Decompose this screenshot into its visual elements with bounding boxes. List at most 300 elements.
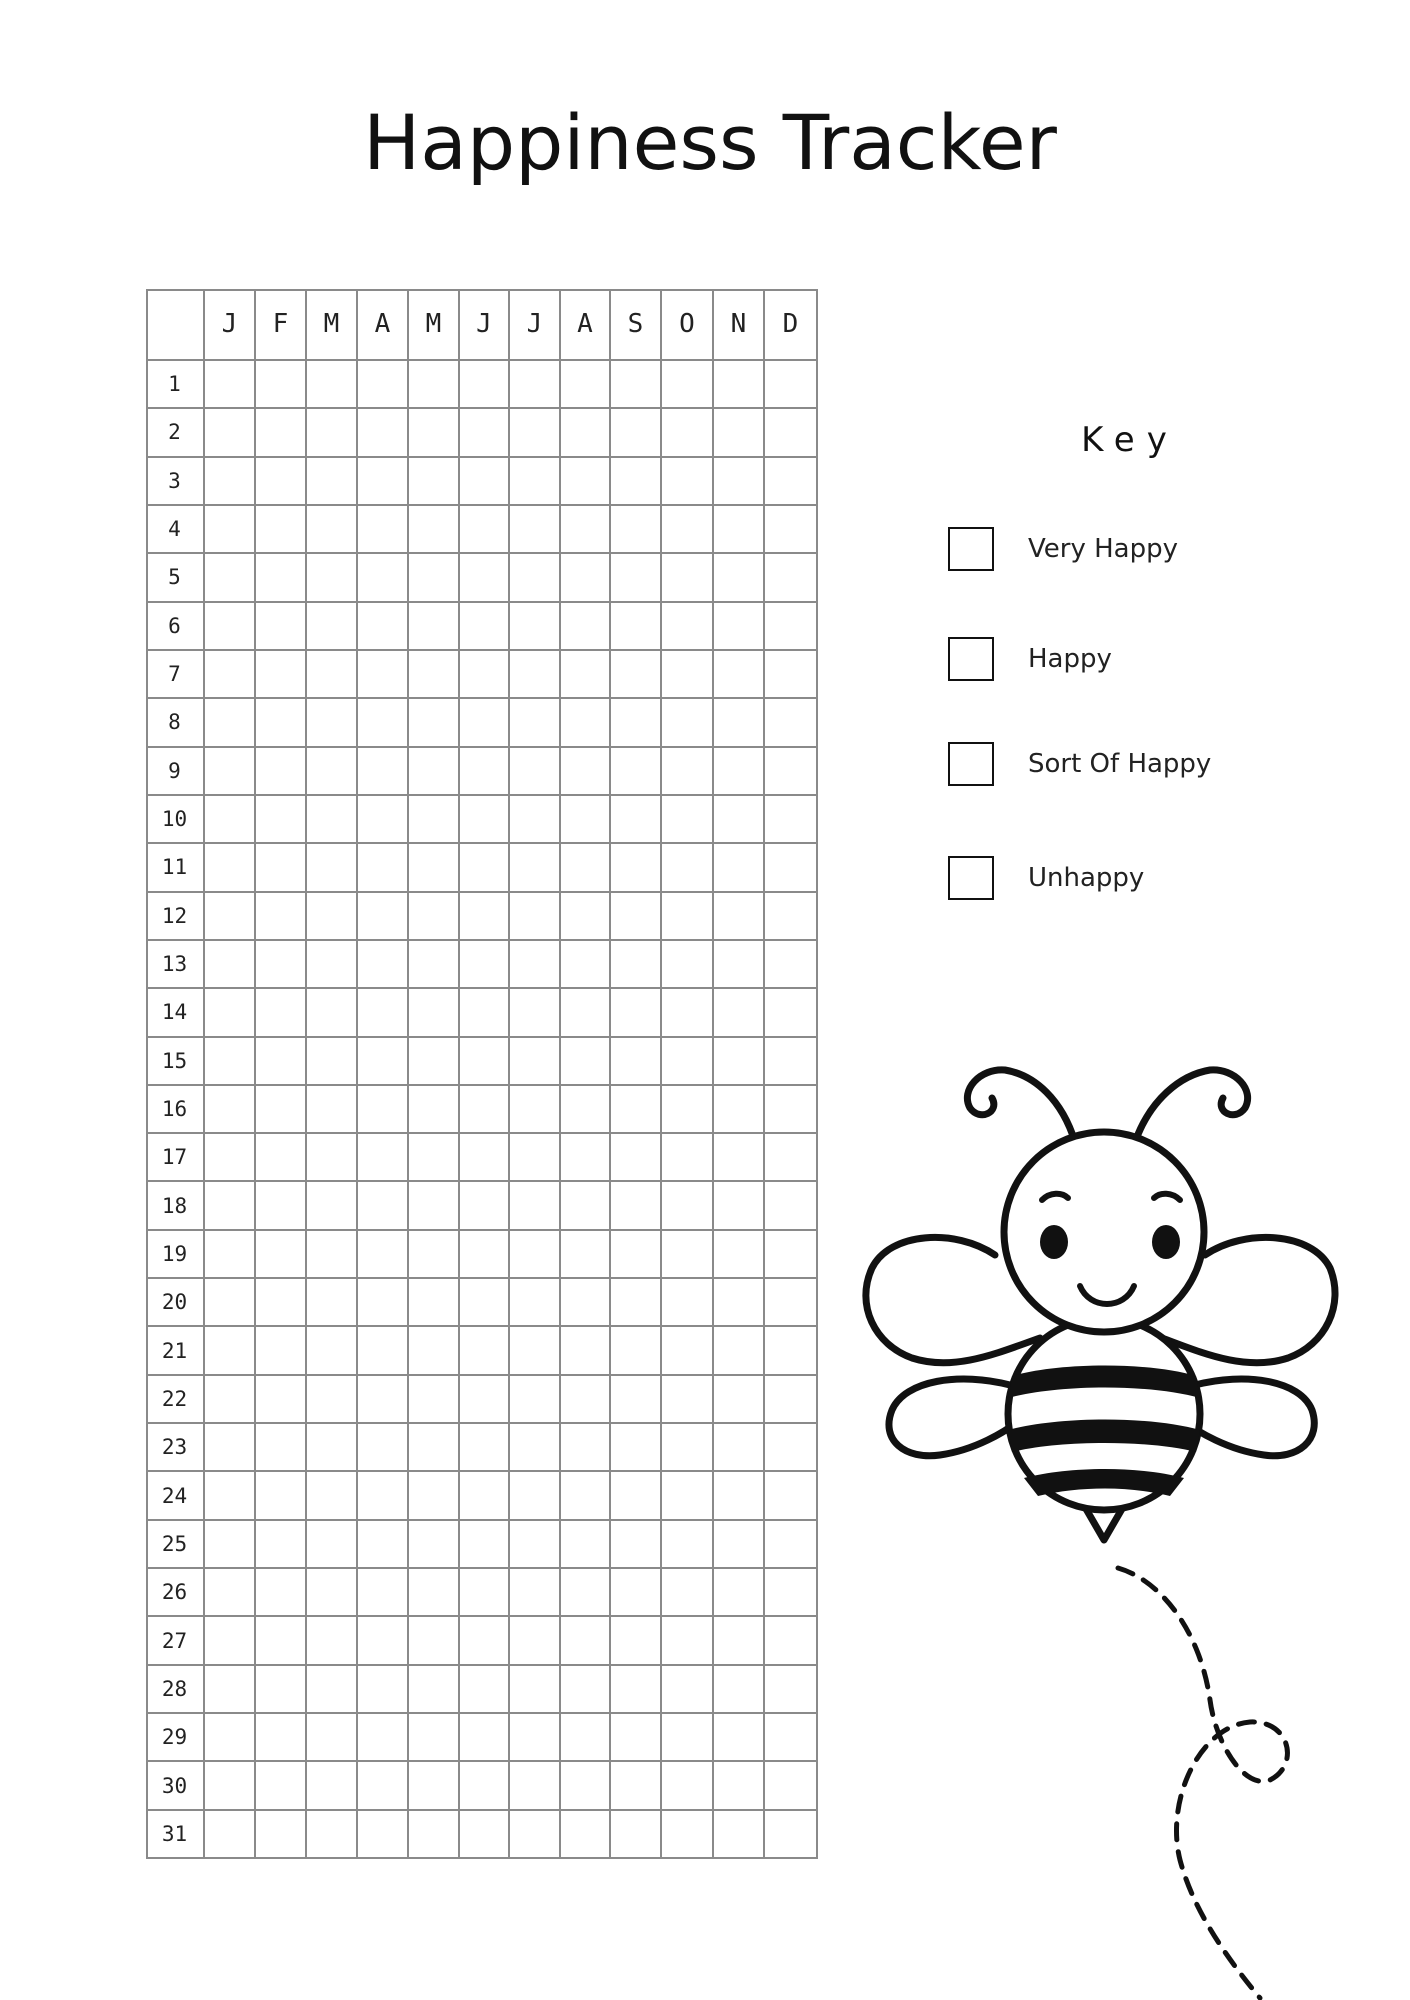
tracker-cell[interactable] [460, 893, 510, 941]
tracker-cell[interactable] [611, 1279, 662, 1327]
tracker-cell[interactable] [358, 1376, 409, 1424]
tracker-cell[interactable] [205, 1666, 256, 1714]
tracker-cell[interactable] [307, 1182, 358, 1230]
tracker-cell[interactable] [460, 506, 510, 554]
tracker-cell[interactable] [765, 1666, 818, 1714]
tracker-cell[interactable] [307, 1617, 358, 1665]
tracker-cell[interactable] [714, 1811, 765, 1859]
tracker-cell[interactable] [358, 651, 409, 699]
tracker-cell[interactable] [510, 603, 561, 651]
tracker-cell[interactable] [256, 1472, 307, 1520]
tracker-cell[interactable] [358, 458, 409, 506]
tracker-cell[interactable] [561, 1569, 611, 1617]
tracker-cell[interactable] [205, 1327, 256, 1375]
tracker-cell[interactable] [561, 651, 611, 699]
tracker-cell[interactable] [765, 361, 818, 409]
tracker-cell[interactable] [256, 651, 307, 699]
tracker-cell[interactable] [460, 1376, 510, 1424]
tracker-cell[interactable] [358, 1521, 409, 1569]
tracker-cell[interactable] [714, 941, 765, 989]
tracker-cell[interactable] [307, 1424, 358, 1472]
tracker-cell[interactable] [765, 1038, 818, 1086]
tracker-cell[interactable] [460, 748, 510, 796]
tracker-cell[interactable] [256, 1038, 307, 1086]
tracker-cell[interactable] [765, 1327, 818, 1375]
tracker-cell[interactable] [460, 361, 510, 409]
tracker-cell[interactable] [205, 1472, 256, 1520]
tracker-cell[interactable] [510, 893, 561, 941]
tracker-cell[interactable] [662, 651, 714, 699]
tracker-cell[interactable] [765, 1762, 818, 1810]
tracker-cell[interactable] [561, 1666, 611, 1714]
tracker-cell[interactable] [256, 1231, 307, 1279]
tracker-cell[interactable] [510, 1762, 561, 1810]
tracker-cell[interactable] [460, 1327, 510, 1375]
tracker-cell[interactable] [460, 603, 510, 651]
tracker-cell[interactable] [662, 844, 714, 892]
tracker-cell[interactable] [510, 506, 561, 554]
tracker-cell[interactable] [358, 506, 409, 554]
tracker-cell[interactable] [611, 651, 662, 699]
tracker-cell[interactable] [256, 1376, 307, 1424]
tracker-cell[interactable] [460, 1424, 510, 1472]
tracker-cell[interactable] [460, 844, 510, 892]
tracker-cell[interactable] [307, 1521, 358, 1569]
tracker-cell[interactable] [460, 989, 510, 1037]
tracker-cell[interactable] [765, 748, 818, 796]
tracker-cell[interactable] [205, 989, 256, 1037]
tracker-cell[interactable] [510, 554, 561, 602]
tracker-cell[interactable] [358, 1617, 409, 1665]
tracker-cell[interactable] [307, 893, 358, 941]
tracker-cell[interactable] [510, 1231, 561, 1279]
tracker-cell[interactable] [256, 1424, 307, 1472]
tracker-cell[interactable] [510, 1327, 561, 1375]
tracker-cell[interactable] [561, 1231, 611, 1279]
tracker-cell[interactable] [409, 458, 460, 506]
tracker-cell[interactable] [611, 1376, 662, 1424]
key-swatch-very-happy[interactable] [948, 527, 994, 571]
tracker-cell[interactable] [662, 1376, 714, 1424]
tracker-cell[interactable] [714, 1182, 765, 1230]
tracker-cell[interactable] [460, 554, 510, 602]
tracker-cell[interactable] [611, 796, 662, 844]
tracker-cell[interactable] [662, 1231, 714, 1279]
tracker-cell[interactable] [409, 844, 460, 892]
tracker-cell[interactable] [205, 748, 256, 796]
tracker-cell[interactable] [765, 1279, 818, 1327]
tracker-cell[interactable] [561, 699, 611, 747]
tracker-cell[interactable] [358, 1569, 409, 1617]
tracker-cell[interactable] [662, 1666, 714, 1714]
tracker-cell[interactable] [714, 1424, 765, 1472]
tracker-cell[interactable] [765, 506, 818, 554]
tracker-cell[interactable] [561, 989, 611, 1037]
tracker-cell[interactable] [256, 409, 307, 457]
tracker-cell[interactable] [358, 844, 409, 892]
tracker-cell[interactable] [611, 458, 662, 506]
tracker-cell[interactable] [765, 1617, 818, 1665]
tracker-cell[interactable] [765, 554, 818, 602]
tracker-cell[interactable] [460, 1521, 510, 1569]
tracker-cell[interactable] [611, 1086, 662, 1134]
tracker-cell[interactable] [460, 699, 510, 747]
tracker-cell[interactable] [358, 1762, 409, 1810]
tracker-cell[interactable] [765, 1714, 818, 1762]
tracker-cell[interactable] [409, 796, 460, 844]
tracker-cell[interactable] [765, 409, 818, 457]
tracker-cell[interactable] [358, 796, 409, 844]
tracker-cell[interactable] [714, 1327, 765, 1375]
tracker-cell[interactable] [205, 1231, 256, 1279]
tracker-cell[interactable] [205, 361, 256, 409]
tracker-cell[interactable] [662, 1182, 714, 1230]
tracker-cell[interactable] [409, 1038, 460, 1086]
tracker-cell[interactable] [510, 941, 561, 989]
tracker-cell[interactable] [611, 1521, 662, 1569]
tracker-cell[interactable] [256, 1521, 307, 1569]
tracker-cell[interactable] [714, 1279, 765, 1327]
tracker-cell[interactable] [409, 409, 460, 457]
tracker-cell[interactable] [205, 893, 256, 941]
tracker-cell[interactable] [256, 506, 307, 554]
tracker-cell[interactable] [714, 458, 765, 506]
tracker-cell[interactable] [611, 941, 662, 989]
tracker-cell[interactable] [205, 554, 256, 602]
tracker-cell[interactable] [307, 1666, 358, 1714]
tracker-cell[interactable] [510, 989, 561, 1037]
tracker-cell[interactable] [611, 1038, 662, 1086]
tracker-cell[interactable] [714, 1038, 765, 1086]
tracker-cell[interactable] [765, 458, 818, 506]
tracker-cell[interactable] [256, 1714, 307, 1762]
tracker-cell[interactable] [611, 989, 662, 1037]
tracker-cell[interactable] [409, 1666, 460, 1714]
tracker-cell[interactable] [358, 1134, 409, 1182]
tracker-cell[interactable] [510, 699, 561, 747]
tracker-cell[interactable] [611, 1134, 662, 1182]
tracker-cell[interactable] [662, 409, 714, 457]
tracker-cell[interactable] [409, 699, 460, 747]
tracker-cell[interactable] [714, 506, 765, 554]
tracker-cell[interactable] [662, 796, 714, 844]
tracker-cell[interactable] [409, 361, 460, 409]
tracker-cell[interactable] [205, 1279, 256, 1327]
tracker-cell[interactable] [561, 748, 611, 796]
tracker-cell[interactable] [307, 748, 358, 796]
tracker-cell[interactable] [561, 1376, 611, 1424]
tracker-cell[interactable] [307, 506, 358, 554]
tracker-cell[interactable] [460, 1086, 510, 1134]
tracker-cell[interactable] [510, 1038, 561, 1086]
tracker-cell[interactable] [765, 1569, 818, 1617]
tracker-cell[interactable] [561, 506, 611, 554]
tracker-cell[interactable] [561, 1811, 611, 1859]
tracker-cell[interactable] [205, 1182, 256, 1230]
tracker-cell[interactable] [460, 1666, 510, 1714]
tracker-cell[interactable] [611, 506, 662, 554]
tracker-cell[interactable] [765, 893, 818, 941]
tracker-cell[interactable] [460, 1279, 510, 1327]
tracker-cell[interactable] [205, 1134, 256, 1182]
tracker-cell[interactable] [611, 1714, 662, 1762]
tracker-cell[interactable] [409, 1376, 460, 1424]
tracker-cell[interactable] [662, 1038, 714, 1086]
tracker-cell[interactable] [714, 651, 765, 699]
tracker-cell[interactable] [662, 699, 714, 747]
tracker-cell[interactable] [256, 748, 307, 796]
tracker-cell[interactable] [510, 844, 561, 892]
tracker-cell[interactable] [561, 1762, 611, 1810]
tracker-cell[interactable] [765, 796, 818, 844]
tracker-cell[interactable] [765, 699, 818, 747]
tracker-cell[interactable] [561, 1182, 611, 1230]
tracker-cell[interactable] [765, 844, 818, 892]
tracker-cell[interactable] [307, 989, 358, 1037]
tracker-cell[interactable] [662, 748, 714, 796]
tracker-cell[interactable] [460, 1134, 510, 1182]
tracker-cell[interactable] [358, 1086, 409, 1134]
tracker-cell[interactable] [358, 1666, 409, 1714]
tracker-cell[interactable] [307, 361, 358, 409]
tracker-cell[interactable] [358, 1424, 409, 1472]
tracker-cell[interactable] [714, 1762, 765, 1810]
tracker-cell[interactable] [307, 844, 358, 892]
tracker-cell[interactable] [307, 1279, 358, 1327]
tracker-cell[interactable] [307, 409, 358, 457]
tracker-cell[interactable] [460, 941, 510, 989]
tracker-cell[interactable] [460, 1569, 510, 1617]
tracker-cell[interactable] [409, 554, 460, 602]
tracker-cell[interactable] [765, 1182, 818, 1230]
tracker-cell[interactable] [561, 1714, 611, 1762]
tracker-cell[interactable] [205, 1424, 256, 1472]
tracker-cell[interactable] [662, 1521, 714, 1569]
tracker-cell[interactable] [510, 1714, 561, 1762]
tracker-cell[interactable] [611, 1569, 662, 1617]
tracker-cell[interactable] [611, 554, 662, 602]
tracker-cell[interactable] [409, 651, 460, 699]
tracker-cell[interactable] [256, 796, 307, 844]
tracker-cell[interactable] [307, 1714, 358, 1762]
tracker-cell[interactable] [409, 1521, 460, 1569]
tracker-cell[interactable] [714, 554, 765, 602]
tracker-cell[interactable] [205, 1569, 256, 1617]
tracker-cell[interactable] [205, 1376, 256, 1424]
tracker-cell[interactable] [409, 1714, 460, 1762]
tracker-cell[interactable] [714, 1472, 765, 1520]
tracker-cell[interactable] [662, 1327, 714, 1375]
tracker-cell[interactable] [510, 1086, 561, 1134]
tracker-cell[interactable] [307, 941, 358, 989]
tracker-cell[interactable] [409, 506, 460, 554]
tracker-cell[interactable] [714, 1714, 765, 1762]
tracker-cell[interactable] [256, 1134, 307, 1182]
tracker-cell[interactable] [256, 699, 307, 747]
tracker-cell[interactable] [409, 1811, 460, 1859]
tracker-cell[interactable] [561, 941, 611, 989]
tracker-cell[interactable] [256, 554, 307, 602]
tracker-cell[interactable] [714, 1666, 765, 1714]
key-swatch-unhappy[interactable] [948, 856, 994, 900]
tracker-cell[interactable] [714, 989, 765, 1037]
tracker-cell[interactable] [256, 458, 307, 506]
tracker-cell[interactable] [256, 941, 307, 989]
tracker-cell[interactable] [510, 1569, 561, 1617]
tracker-cell[interactable] [714, 409, 765, 457]
tracker-cell[interactable] [358, 554, 409, 602]
tracker-cell[interactable] [307, 1472, 358, 1520]
tracker-cell[interactable] [510, 1279, 561, 1327]
tracker-cell[interactable] [256, 603, 307, 651]
tracker-cell[interactable] [358, 1038, 409, 1086]
tracker-cell[interactable] [662, 1762, 714, 1810]
tracker-cell[interactable] [256, 844, 307, 892]
tracker-cell[interactable] [510, 361, 561, 409]
tracker-cell[interactable] [358, 1182, 409, 1230]
tracker-cell[interactable] [662, 1811, 714, 1859]
tracker-cell[interactable] [510, 796, 561, 844]
tracker-cell[interactable] [714, 1086, 765, 1134]
tracker-cell[interactable] [561, 458, 611, 506]
tracker-cell[interactable] [611, 603, 662, 651]
tracker-cell[interactable] [205, 651, 256, 699]
tracker-cell[interactable] [662, 506, 714, 554]
tracker-cell[interactable] [611, 1811, 662, 1859]
tracker-cell[interactable] [307, 796, 358, 844]
tracker-cell[interactable] [256, 361, 307, 409]
tracker-cell[interactable] [765, 1472, 818, 1520]
tracker-cell[interactable] [561, 603, 611, 651]
tracker-cell[interactable] [205, 409, 256, 457]
tracker-cell[interactable] [256, 989, 307, 1037]
tracker-cell[interactable] [510, 651, 561, 699]
tracker-cell[interactable] [765, 651, 818, 699]
tracker-cell[interactable] [409, 893, 460, 941]
tracker-cell[interactable] [561, 1521, 611, 1569]
tracker-cell[interactable] [460, 651, 510, 699]
tracker-cell[interactable] [307, 1376, 358, 1424]
tracker-cell[interactable] [358, 699, 409, 747]
tracker-cell[interactable] [765, 1086, 818, 1134]
tracker-cell[interactable] [205, 1038, 256, 1086]
tracker-cell[interactable] [714, 603, 765, 651]
tracker-cell[interactable] [611, 1182, 662, 1230]
tracker-cell[interactable] [409, 1424, 460, 1472]
tracker-cell[interactable] [409, 989, 460, 1037]
tracker-cell[interactable] [662, 458, 714, 506]
tracker-cell[interactable] [714, 1231, 765, 1279]
tracker-cell[interactable] [460, 1231, 510, 1279]
tracker-cell[interactable] [510, 1521, 561, 1569]
tracker-cell[interactable] [460, 1811, 510, 1859]
tracker-cell[interactable] [561, 1617, 611, 1665]
tracker-cell[interactable] [662, 1086, 714, 1134]
tracker-cell[interactable] [611, 748, 662, 796]
tracker-cell[interactable] [409, 1472, 460, 1520]
tracker-cell[interactable] [611, 699, 662, 747]
tracker-cell[interactable] [307, 1327, 358, 1375]
tracker-cell[interactable] [205, 699, 256, 747]
tracker-cell[interactable] [409, 1762, 460, 1810]
tracker-cell[interactable] [662, 893, 714, 941]
tracker-cell[interactable] [409, 603, 460, 651]
tracker-cell[interactable] [611, 361, 662, 409]
tracker-cell[interactable] [205, 1521, 256, 1569]
tracker-cell[interactable] [561, 554, 611, 602]
tracker-cell[interactable] [205, 796, 256, 844]
tracker-cell[interactable] [358, 1231, 409, 1279]
tracker-cell[interactable] [714, 893, 765, 941]
tracker-cell[interactable] [358, 1714, 409, 1762]
tracker-cell[interactable] [205, 603, 256, 651]
tracker-cell[interactable] [714, 1521, 765, 1569]
tracker-cell[interactable] [409, 1279, 460, 1327]
tracker-cell[interactable] [765, 1134, 818, 1182]
tracker-cell[interactable] [765, 603, 818, 651]
tracker-cell[interactable] [611, 1327, 662, 1375]
tracker-cell[interactable] [409, 1231, 460, 1279]
tracker-cell[interactable] [561, 1279, 611, 1327]
tracker-cell[interactable] [358, 893, 409, 941]
tracker-cell[interactable] [611, 1231, 662, 1279]
tracker-cell[interactable] [307, 651, 358, 699]
tracker-cell[interactable] [460, 1182, 510, 1230]
tracker-cell[interactable] [714, 361, 765, 409]
tracker-cell[interactable] [662, 1134, 714, 1182]
tracker-cell[interactable] [714, 699, 765, 747]
tracker-cell[interactable] [409, 1182, 460, 1230]
tracker-cell[interactable] [510, 1811, 561, 1859]
tracker-cell[interactable] [611, 1617, 662, 1665]
tracker-cell[interactable] [307, 1811, 358, 1859]
tracker-cell[interactable] [561, 1327, 611, 1375]
key-swatch-happy[interactable] [948, 637, 994, 681]
tracker-cell[interactable] [510, 458, 561, 506]
tracker-cell[interactable] [714, 1617, 765, 1665]
tracker-cell[interactable] [307, 603, 358, 651]
tracker-cell[interactable] [765, 1424, 818, 1472]
tracker-cell[interactable] [460, 1714, 510, 1762]
tracker-cell[interactable] [205, 1811, 256, 1859]
tracker-cell[interactable] [611, 409, 662, 457]
tracker-cell[interactable] [409, 941, 460, 989]
tracker-cell[interactable] [256, 1762, 307, 1810]
tracker-cell[interactable] [409, 748, 460, 796]
tracker-cell[interactable] [510, 1424, 561, 1472]
tracker-cell[interactable] [611, 1762, 662, 1810]
tracker-cell[interactable] [307, 1569, 358, 1617]
tracker-cell[interactable] [510, 409, 561, 457]
tracker-cell[interactable] [561, 893, 611, 941]
tracker-cell[interactable] [611, 1424, 662, 1472]
tracker-cell[interactable] [358, 748, 409, 796]
tracker-cell[interactable] [460, 1038, 510, 1086]
tracker-cell[interactable] [460, 796, 510, 844]
tracker-cell[interactable] [714, 748, 765, 796]
tracker-cell[interactable] [510, 1182, 561, 1230]
tracker-cell[interactable] [205, 1617, 256, 1665]
tracker-cell[interactable] [561, 361, 611, 409]
tracker-cell[interactable] [460, 1617, 510, 1665]
tracker-cell[interactable] [561, 1424, 611, 1472]
tracker-cell[interactable] [510, 1472, 561, 1520]
tracker-cell[interactable] [662, 361, 714, 409]
tracker-cell[interactable] [662, 941, 714, 989]
tracker-cell[interactable] [460, 1472, 510, 1520]
tracker-cell[interactable] [561, 796, 611, 844]
tracker-cell[interactable] [256, 1279, 307, 1327]
